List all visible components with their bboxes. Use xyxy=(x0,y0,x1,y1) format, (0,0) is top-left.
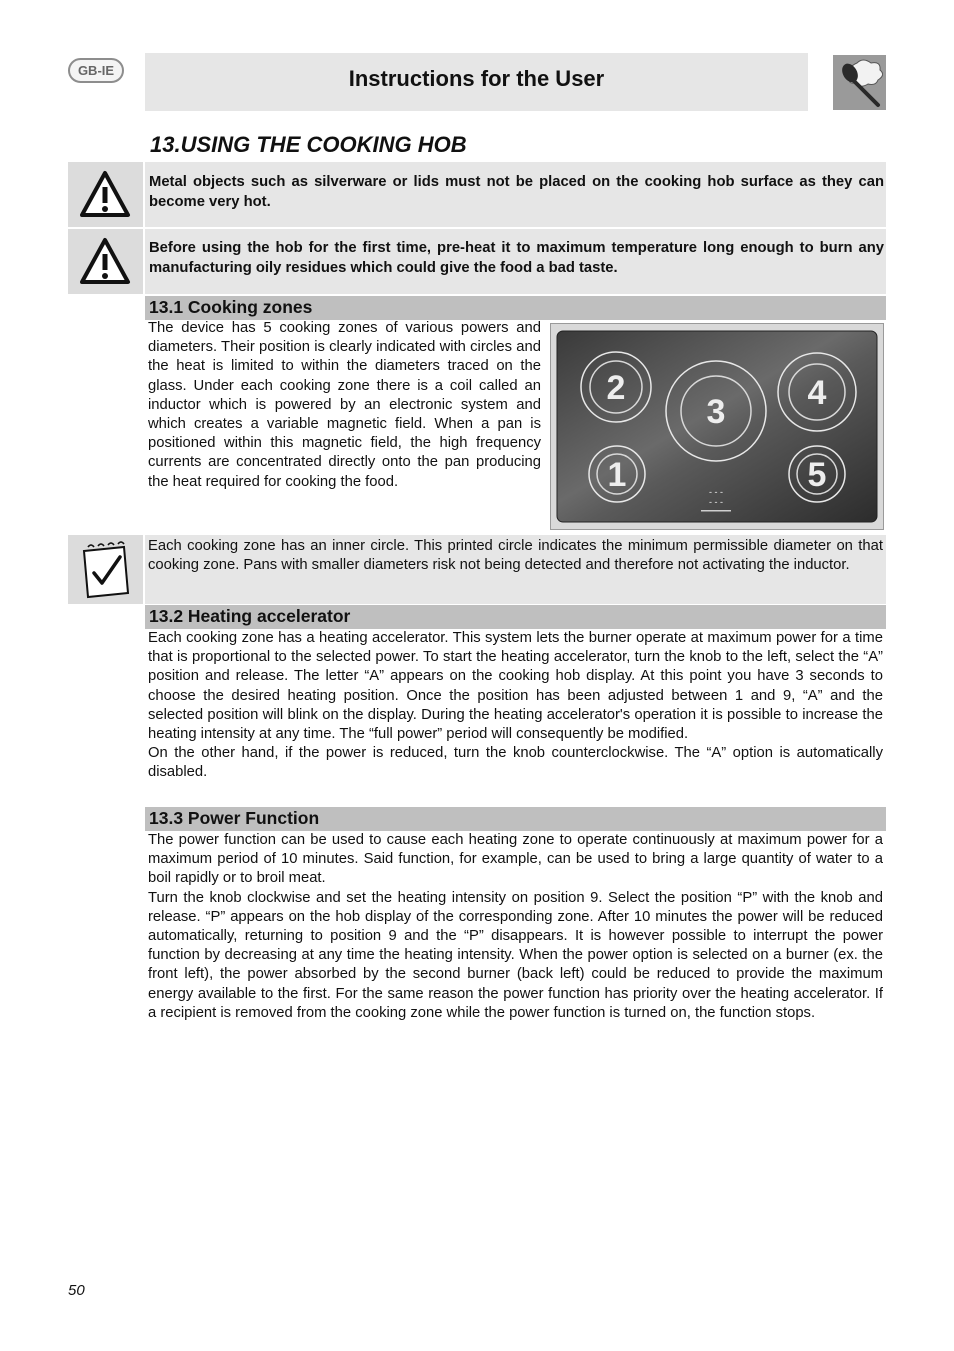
region-badge: GB-IE xyxy=(68,58,124,83)
heating-accelerator-text: Each cooking zone has a heating accelerator. This system lets the burner operate at maximum power for a time that is proportional to the selected power. To start the heating accelerator, turn the knob to the left, select the “A” position and release. The letter “A” appears on the cooking hob display. At this point you have 3 seconds to choose the desired heating position. Once the position has been adjusted between 1 and 9, “A” and the selected position will blink on the display. During the heating accelerator's operation it is possible to increase the heating intensity at any time. The “full power” period will consequently be modified. On the other hand, if the power is reduced, turn the knob counterclockwise. The “A” option is automatically disabled. xyxy=(148,630,883,781)
section-title: 13.USING THE COOKING HOB xyxy=(150,132,467,157)
note-text: Each cooking zone has an inner circle. This printed circle indicates the minimum permissible diameter on that cooking zone. Pans with smaller diameters risk not being detected and therefore not activating the inductor. xyxy=(148,538,883,574)
chef-spoon-icon xyxy=(833,55,886,110)
hob-illustration xyxy=(551,324,883,529)
warning-icon-box xyxy=(68,229,143,294)
svg-text:1: 1 xyxy=(607,456,627,494)
note-icon-box xyxy=(68,535,143,604)
cooking-zone-3 xyxy=(666,361,766,461)
warning-icon-box xyxy=(68,162,143,227)
header-bar xyxy=(145,53,808,111)
svg-text:3: 3 xyxy=(706,393,726,431)
subsection-heading-heating-accelerator: 13.2 Heating accelerator xyxy=(145,605,886,629)
cooking-zone-4 xyxy=(778,353,856,431)
svg-text:5: 5 xyxy=(807,456,827,494)
cooking-zones-text: The device has 5 cooking zones of various powers and diameters. Their position is clearly indicated with circles and the heat is limited to within the diameters traced on the glass. Under each cooking zone there is a coil called an inductor which is powered by an electronic system and which creates a variable magnetic field. When a pan is positioned within this magnetic field, the high frequency currents are concentrated directly onto the pan producing the heat required for cooking the food. xyxy=(148,320,541,490)
svg-text:- - -: - - - xyxy=(709,487,723,497)
subsection-heading-cooking-zones: 13.1 Cooking zones xyxy=(145,296,886,320)
cooking-zone-5 xyxy=(789,446,845,502)
svg-text:2: 2 xyxy=(606,369,626,407)
svg-text:- - -: - - - xyxy=(709,497,723,507)
warning-triangle-icon xyxy=(68,162,143,227)
notepad-check-icon xyxy=(68,535,143,604)
cooking-hob-diagram xyxy=(550,323,884,530)
page-number: 50 xyxy=(68,1282,85,1299)
power-function-text: The power function can be used to cause each heating zone to operate continuously at maximum power for a maximum period of 10 minutes. Said function, for example, can be used to bring a large quantity of water to a boil rapidly or to broil meat. Turn the knob clockwise and set the heating intensity on position 9. Select the position “P” with the knob and release. “P” appears on the hob display of the corresponding zone. After 10 minutes the power will be reduced automatically, returning to position 9 and the “P” disappears. It is however possible to interrupt the power function by decreasing at any time the heating intensity. When the power option is selected on a burner (ex. the front left), the power absorbed by the second burner (back left) could be reduced to provide the maximum energy available to the first. For the same reason the power function has priority over the heating accelerator. If a recipient is removed from the cooking zone while the power function is turned on, the function stops. xyxy=(148,832,883,1021)
warning-text: Metal objects such as silverware or lids must not be placed on the cooking hob surface as they can become very hot. xyxy=(149,174,884,210)
subsection-heading-power-function: 13.3 Power Function xyxy=(145,807,886,831)
svg-text:4: 4 xyxy=(807,374,827,412)
cooking-zone-1 xyxy=(589,446,645,502)
header-title: Instructions for the User xyxy=(348,66,605,91)
warning-text: Before using the hob for the first time, pre-heat it to maximum temperature long enough to burn any manufacturing oily residues which could give the food a bad taste. xyxy=(149,240,884,276)
warning-triangle-icon xyxy=(68,229,143,294)
